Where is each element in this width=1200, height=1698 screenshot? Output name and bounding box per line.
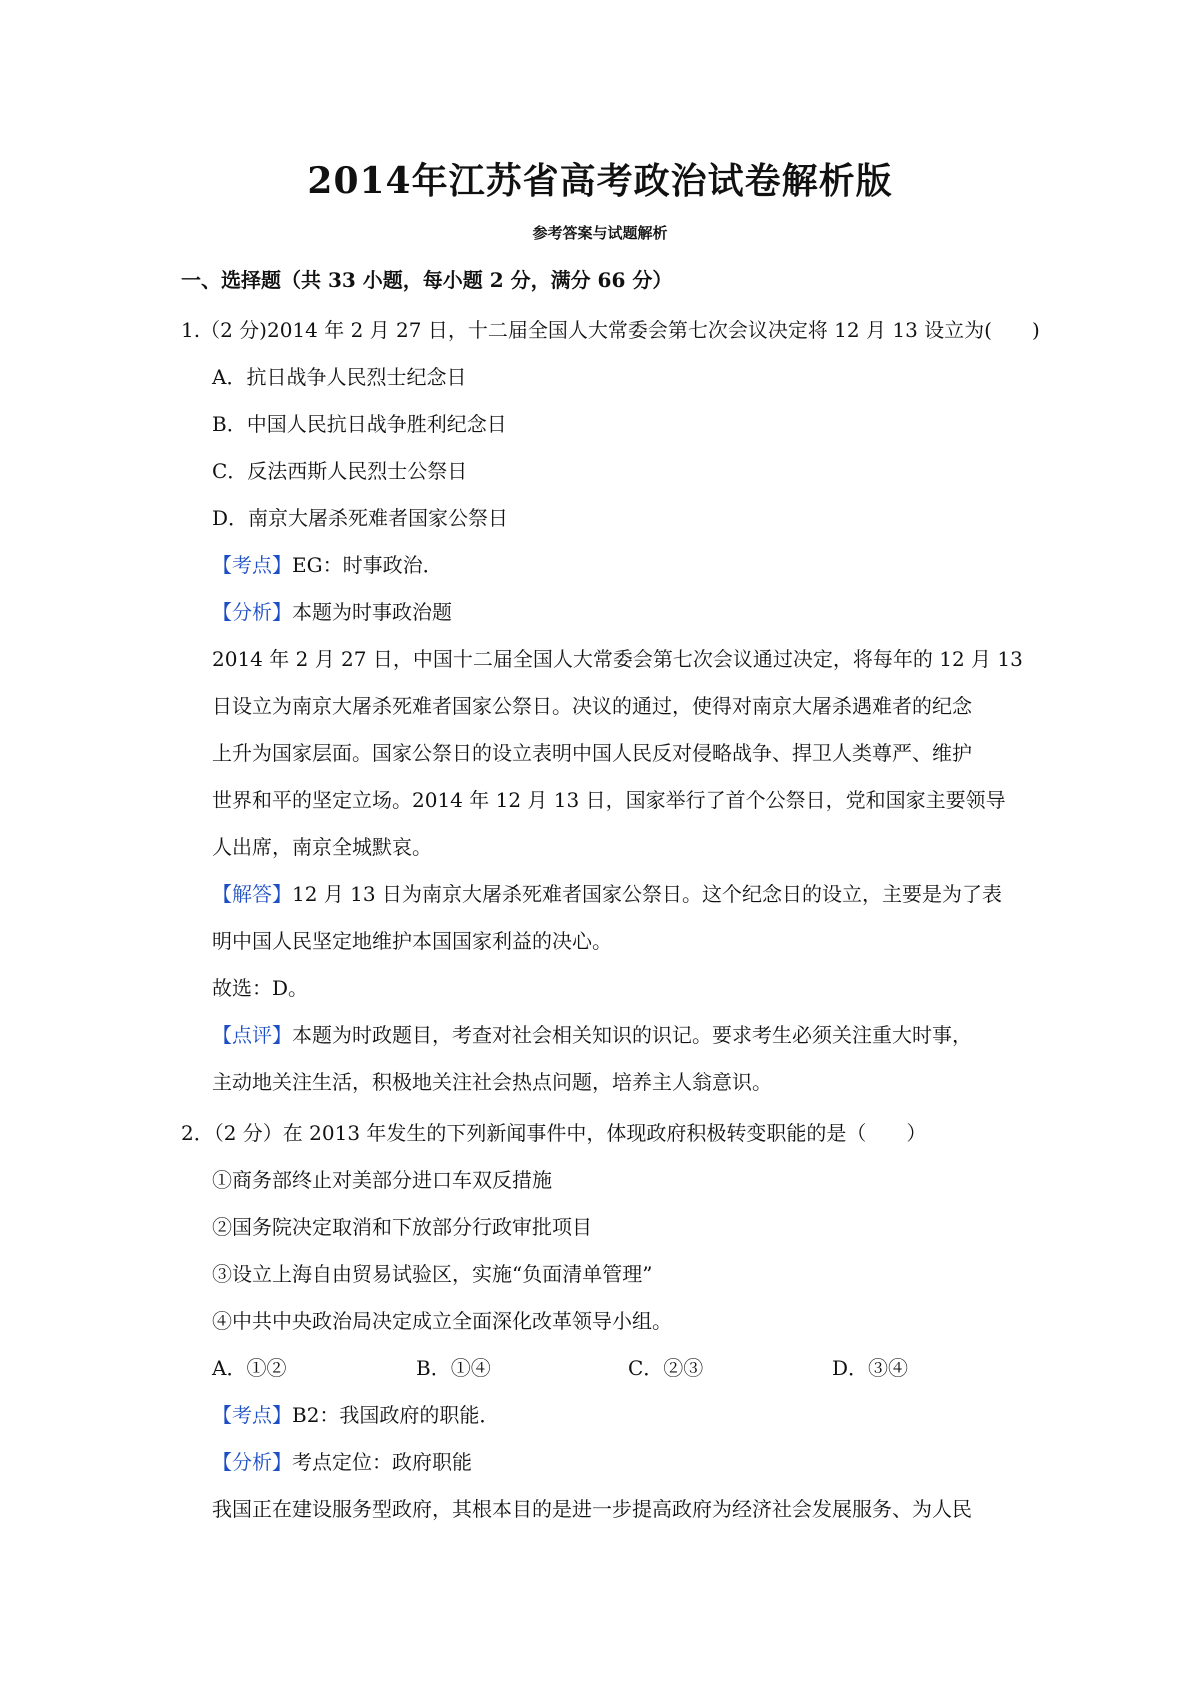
- dianping-text: 本题为时政题目，考查对社会相关知识的识记。要求考生必须关注重大时事，: [292, 1023, 972, 1047]
- q1-answer: 故选：D。: [212, 976, 309, 1000]
- q1-option-b: B．中国人民抗日战争胜利纪念日: [212, 412, 507, 436]
- fenxi-text: 考点定位：政府职能: [292, 1450, 472, 1474]
- bracket-open: 【: [212, 1023, 232, 1047]
- fenxi-text: 本题为时事政治题: [292, 600, 452, 624]
- bracket-open: 【: [212, 882, 232, 906]
- q1-kaodian: [212, 551, 443, 579]
- document-subtitle: 参考答案与试题解析: [532, 224, 668, 242]
- q1-analysis-line: 2014 年 2 月 27 日，中国十二届全国人大常委会第七次会议通过决定，将每年的 12 月 13: [212, 647, 1023, 671]
- bracket-close: 】: [272, 1450, 292, 1474]
- q2-option-b: B．①④: [416, 1356, 491, 1380]
- kaodian-tag: 考点: [232, 553, 272, 577]
- q2-item: ②国务院决定取消和下放部分行政审批项目: [212, 1215, 592, 1239]
- q2-kaodian: [212, 1401, 499, 1429]
- bracket-close: 】: [272, 553, 292, 577]
- bracket-close: 】: [272, 600, 292, 624]
- q1-analysis-line: 上升为国家层面。国家公祭日的设立表明中国人民反对侵略战争、捍卫人类尊严、维护: [212, 741, 972, 765]
- bracket-open: 【: [212, 1403, 232, 1427]
- section-heading: 一、选择题（共 33 小题，每小题 2 分，满分 66 分）: [181, 268, 673, 292]
- q2-stem: 2．（2 分）在 2013 年发生的下列新闻事件中，体现政府积极转变职能的是（ ）: [181, 1121, 927, 1145]
- q1-fenxi: [212, 598, 452, 626]
- bracket-open: 【: [212, 1450, 232, 1474]
- q1-analysis-line: 日设立为南京大屠杀死难者国家公祭日。决议的通过，使得对南京大屠杀遇难者的纪念: [212, 694, 972, 718]
- q2-analysis-line: 我国正在建设服务型政府，其根本目的是进一步提高政府为经济社会发展服务、为人民: [212, 1497, 972, 1521]
- bracket-open: 【: [212, 600, 232, 624]
- kaodian-tag: 考点: [232, 1403, 272, 1427]
- jieda-tag: 解答: [232, 882, 272, 906]
- q1-analysis-line: 世界和平的坚定立场。2014 年 12 月 13 日，国家举行了首个公祭日，党和国家主要领导: [212, 788, 1006, 812]
- q1-dianping: [212, 1021, 972, 1049]
- dianping-tag: 点评: [232, 1023, 272, 1047]
- fenxi-tag: 分析: [232, 1450, 272, 1474]
- q1-stem: 1.（2 分)2014 年 2 月 27 日，十二届全国人大常委会第七次会议决定将 12 月 13 设立为( ): [181, 318, 1040, 342]
- bracket-close: 】: [272, 1023, 292, 1047]
- q2-options-row: [212, 1354, 972, 1382]
- q2-item: ④中共中央政治局决定成立全面深化改革领导小组。: [212, 1309, 672, 1333]
- document-title: 2014年江苏省高考政治试卷解析版: [307, 160, 893, 202]
- kaodian-text: B2：我国政府的职能．: [292, 1403, 500, 1427]
- q1-dianping-line2: 主动地关注生活，积极地关注社会热点问题，培养主人翁意识。: [212, 1070, 772, 1094]
- bracket-close: 】: [272, 882, 292, 906]
- q2-option-c: C．②③: [628, 1356, 704, 1380]
- q2-option-d: D．③④: [832, 1356, 909, 1380]
- jieda-text: 12 月 13 日为南京大屠杀死难者国家公祭日。这个纪念日的设立，主要是为了表: [292, 882, 1002, 906]
- q2-fenxi: [212, 1448, 472, 1476]
- q1-option-c: C．反法西斯人民烈士公祭日: [212, 459, 468, 483]
- q1-option-a: A．抗日战争人民烈士纪念日: [212, 365, 467, 389]
- q2-item: ③设立上海自由贸易试验区，实施“负面清单管理”: [212, 1262, 653, 1286]
- q1-jieda: [212, 880, 1002, 908]
- fenxi-tag: 分析: [232, 600, 272, 624]
- q1-analysis-line: 人出席，南京全城默哀。: [212, 835, 432, 859]
- bracket-close: 】: [272, 1403, 292, 1427]
- q2-item: ①商务部终止对美部分进口车双反措施: [212, 1168, 552, 1192]
- q1-option-d: D．南京大屠杀死难者国家公祭日: [212, 506, 509, 530]
- q2-option-a: A．①②: [212, 1356, 287, 1380]
- bracket-open: 【: [212, 553, 232, 577]
- q1-jieda-line2: 明中国人民坚定地维护本国国家利益的决心。: [212, 929, 612, 953]
- kaodian-text: EG：时事政治．: [292, 553, 443, 577]
